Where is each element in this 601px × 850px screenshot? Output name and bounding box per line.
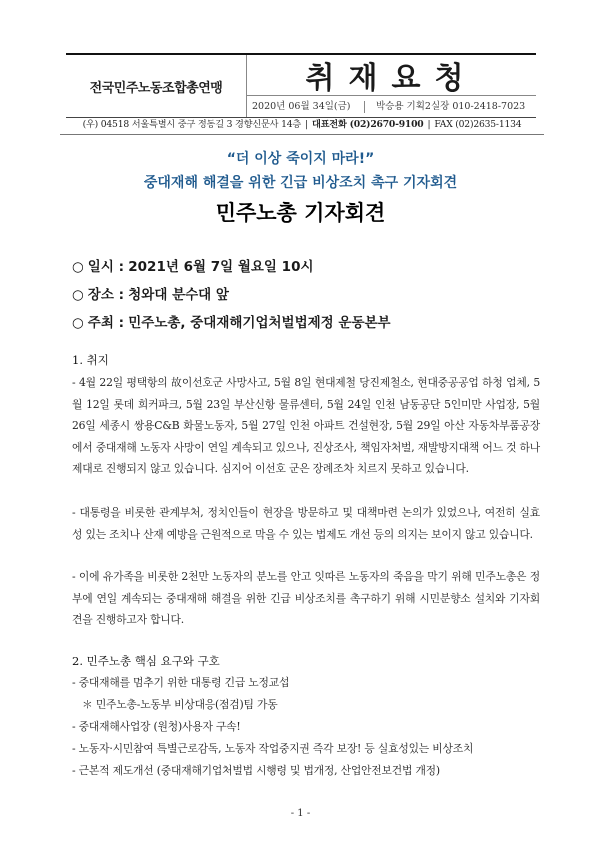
postal-address: (우) 04518 서울특별시 중구 정동길 3 경향신문사 14층: [82, 119, 302, 130]
demand-subitem: ＊ 민주노총-노동부 비상대응(점검)팀 가동: [82, 698, 278, 711]
info-label: 일시 :: [87, 259, 124, 275]
fax-number: FAX (02)2635-1134: [434, 119, 522, 130]
document-date: 2020년 06월 34일(금): [252, 101, 351, 112]
section-1-paragraph-3: - 이에 유가족을 비롯한 2천만 노동자의 분노를 안고 잇따른 노동자의 죽음을 막기 위해 민주노총은 정부에 연일 계속되는 중대재해 해결을 위한 긴급 비상조치를 촉구하기 위해 시민분향소 설치와 기자회견을 진행하고자 합니다.: [72, 570, 540, 627]
info-value: 청와대 분수대 앞: [128, 287, 229, 303]
info-datetime: [72, 255, 314, 275]
header-table: [66, 53, 536, 118]
section-1-title: 1. 취지: [72, 353, 109, 367]
info-label: 장소 :: [87, 287, 124, 303]
demand-item: - 근본적 제도개선 (중대재해기업처벌법 시행령 및 법개정, 산업안전보건법 개정): [72, 764, 440, 777]
headline-subtitle: 중대재해 해결을 위한 긴급 비상조치 촉구 기자회견: [143, 175, 458, 191]
address-bar: (우) 04518 서울특별시 중구 정동길 3 경향신문사 14층 | 대표전화 (02)2670-9100 | FAX (02)2635-1134: [60, 116, 544, 135]
organization-name: 전국민주노동조합총연맹: [66, 55, 247, 117]
page-number: - 1 -: [290, 808, 311, 819]
circle-bullet-icon: ○: [72, 287, 84, 303]
header-divider: [364, 101, 365, 113]
demand-item: - 중대재해를 멈추기 위한 대통령 긴급 노정교섭: [72, 676, 290, 689]
info-host: [72, 311, 391, 331]
info-location: [72, 283, 229, 303]
info-value: 2021년 6월 7일 월요일 10시: [128, 259, 314, 275]
phone-number: 대표전화 (02)2670-9100: [311, 119, 424, 130]
section-1-paragraph-1: - 4월 22일 평택항의 故이선호군 사망사고, 5월 8일 현대제철 당진제철소, 현대중공공업 하청 업체, 5월 12일 롯데 희커파크, 5월 23일 부산신항 물류센터, 5월 24일 인천 남동공단 5인미만 사업장, 5월 26일 세종시 쌍용C&B 화물노동자, 5월 27일 인천 아파트 건설현장, 5월 29일 아산 자동차부품공장에서 중대재해 노동자 사망이 연일 계속되고 있으나, 진상조사, 책임자처벌, 재발방지대책 어느 것 하나 제대로 진행되지 않고 있습니다. 심지어 이선호 군은 장례조차 치르지 못하고 있습니다.: [72, 376, 540, 476]
demand-item: - 노동자·시민참여 특별근로감독, 노동자 작업중지권 즉각 보장! 등 실효성있는 비상조치: [72, 742, 474, 755]
contact-person: 박승용 기획2실장 010-2418-7023: [376, 101, 526, 112]
circle-bullet-icon: ○: [72, 259, 84, 275]
info-label: 주최 :: [87, 315, 124, 331]
demand-item: - 중대재해사업장 (원청)사용자 구속!: [72, 720, 241, 733]
circle-bullet-icon: ○: [72, 315, 84, 331]
section-1-paragraph-2: - 대통령을 비롯한 관계부처, 정치인들이 현장을 방문하고 및 대책마련 논의가 있었으나, 여전히 실효성 있는 조치나 산재 예방을 근원적으로 막을 수 있는 법제도 개선 등의 의지는 보이지 않고 있습니다.: [72, 506, 540, 541]
headline-main: 민주노총 기자회견: [215, 201, 386, 225]
headline-quote: “더 이상 죽이지 마라!”: [226, 151, 375, 167]
section-2-title: 2. 민주노총 핵심 요구와 구호: [72, 654, 220, 668]
info-value: 민주노총, 중대재해기업처벌법제정 운동본부: [128, 315, 391, 331]
document-title: 취재요청: [247, 55, 536, 96]
